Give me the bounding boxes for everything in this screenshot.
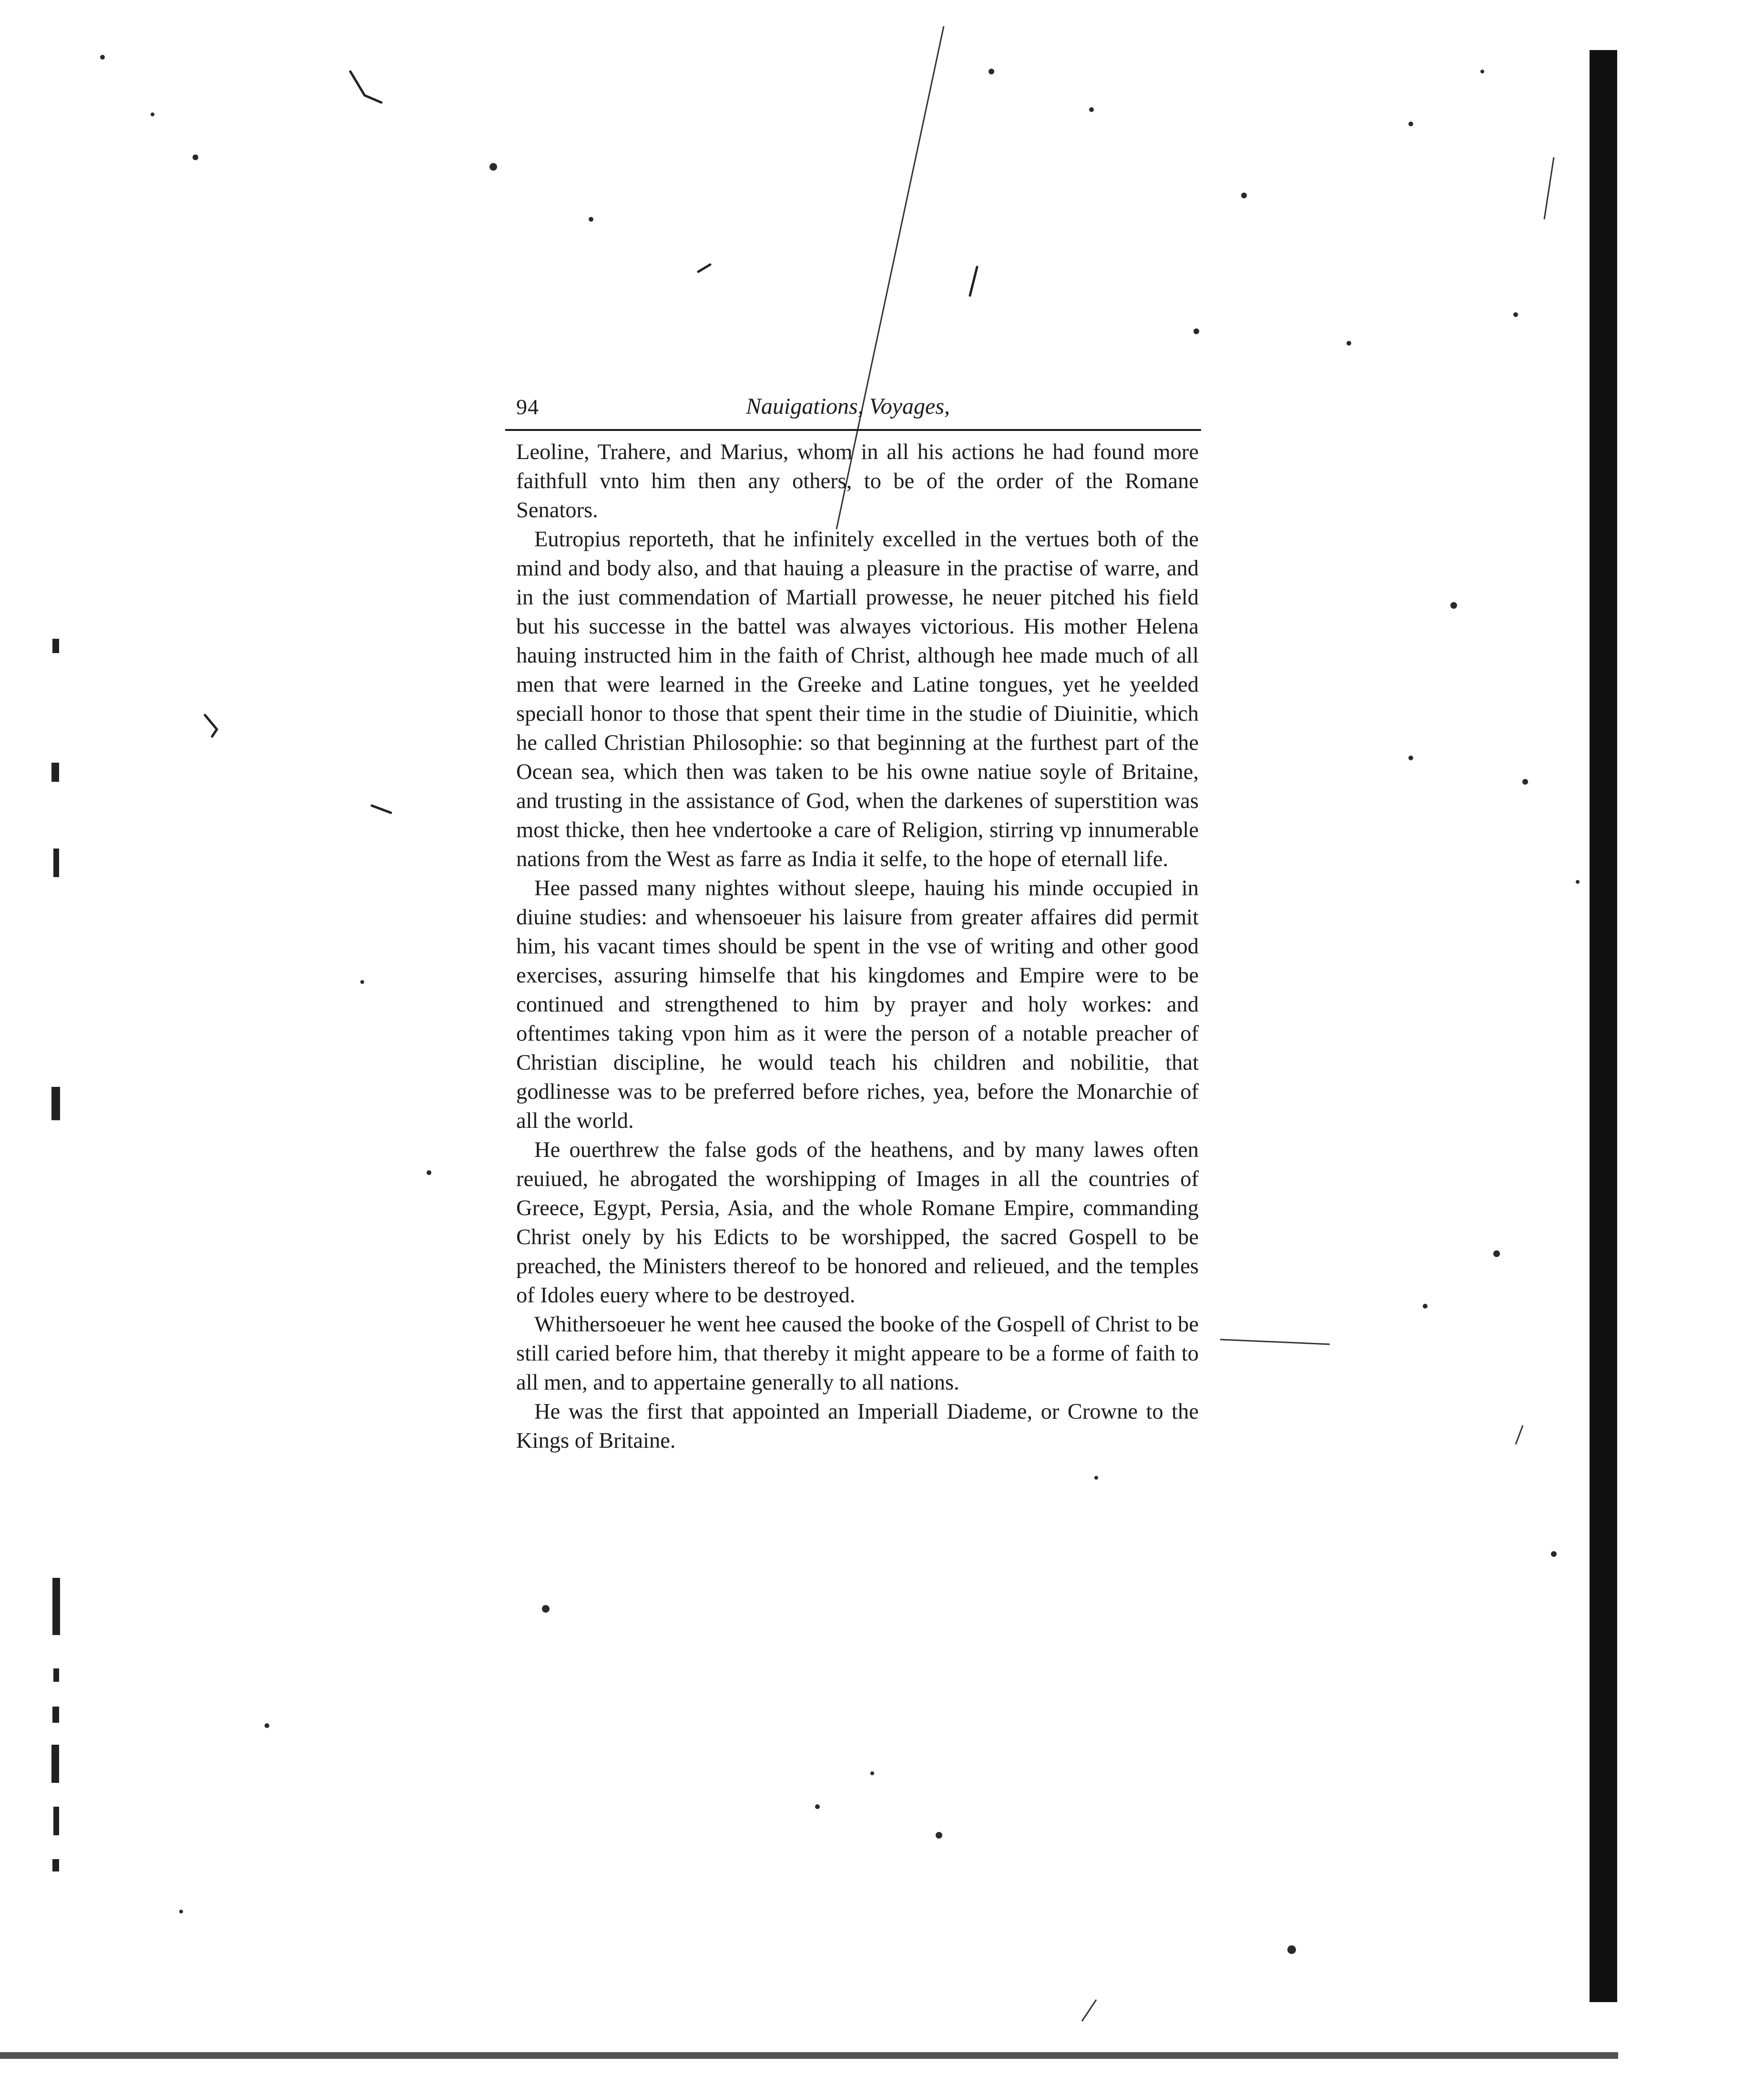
book-page: [505, 386, 1201, 1455]
paragraph-5: Whithersoeuer he went hee caused the booke of the Gospell of Christ to be still caried before him, that thereby it might appeare to be a forme of faith to all men, and to appertaine generally to all nations.: [516, 1312, 1199, 1395]
body-text: [505, 438, 1199, 1455]
page-number: 94: [516, 395, 539, 419]
paragraph-2: Eutropius reporteth, that he infinitely excelled in the vertues both of the mind and body also, and that hauing a pleasure in the practise of warre, and in the iust commendation of Martiall prowesse, he neuer pitched his field but his successe in the battel was alwayes victorious. His mother Helena hauing instructed him in the faith of Christ, although hee made much of all men that were learned in the Greeke and Latine tongues, yet he yeelded speciall honor to those that spent their time in the studie of Diuinitie, which he called Christian Philosophie: so that beginning at the furthest part of the Ocean sea, which then was taken to be his owne natiue soyle of Britaine, and trusting in the assistance of God, when the darkenes of superstition was most thicke, then hee vndertooke a care of Religion, stirring vp innumerable nations from the West as farre as India it selfe, to the hope of eternall life.: [516, 527, 1199, 871]
running-title: Nauigations, Voyages,: [746, 394, 950, 419]
scan-edge-bar: [1590, 50, 1617, 2002]
paragraph-4: He ouerthrew the false gods of the heathens, and by many lawes often reuiued, he abrogated the worshipping of Images in all the countries of Greece, Egypt, Persia, Asia, and the whole Romane Empire, commanding Christ onely by his Edicts to be worshipped, the sacred Gospell to be preached, the Ministers thereof to be honored and relieued, and the temples of Idoles euery where to be destroyed.: [516, 1138, 1199, 1308]
scan-bottom-edge: [0, 2052, 1618, 2059]
paragraph-1: Leoline, Trahere, and Marius, whom in all his actions he had found more faithfull vnto him then any others, to be of the order of the Romane Senators.: [516, 440, 1199, 522]
running-head: [505, 386, 1201, 431]
paragraph-6: He was the first that appointed an Imperiall Diademe, or Crowne to the Kings of Britaine.: [516, 1400, 1199, 1453]
paragraph-3: Hee passed many nightes without sleepe, hauing his minde occupied in diuine studies: and whensoeuer his laisure from greater affaires did permit him, his vacant times should be spent in the vse of writing and other good exercises, assuring himselfe that his kingdomes and Empire were to be continued and strengthened to him by prayer and holy workes: and oftentimes taking vpon him as it were the person of a notable preacher of Christian discipline, he would teach his children and nobilitie, that godlinesse was to be preferred before riches, yea, before the Monarchie of all the world.: [516, 876, 1199, 1133]
left-binding-marks: [42, 477, 75, 2002]
